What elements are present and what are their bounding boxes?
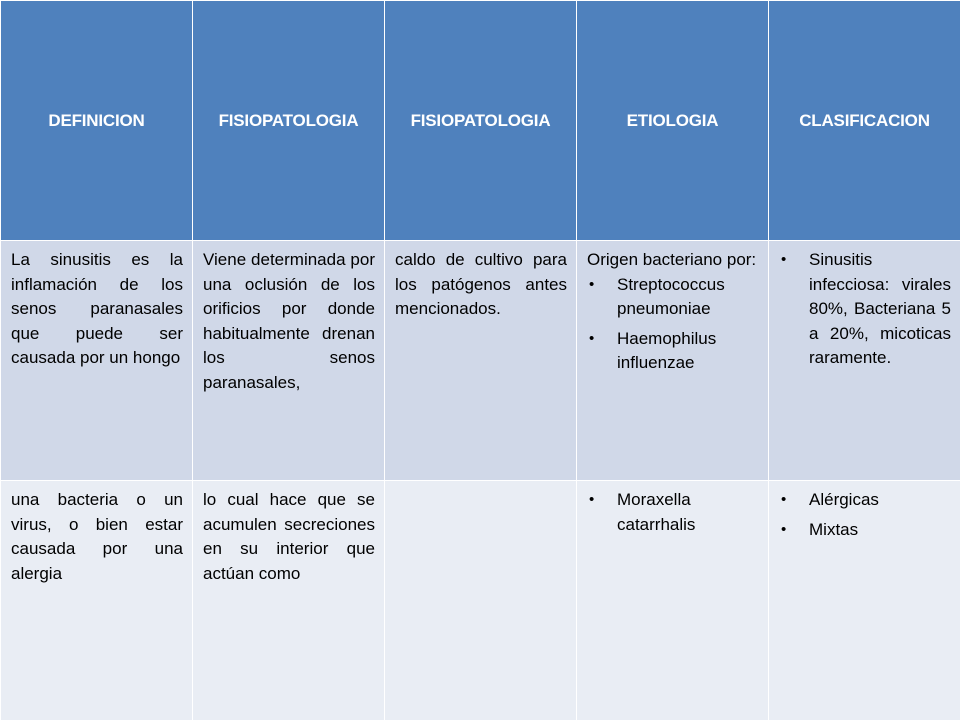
table-header-row [1,1,960,241]
cell-definicion [1,241,193,481]
etiologia-list [587,488,759,537]
header-definicion: DEFINICION [1,1,193,241]
clasificacion-list [779,248,951,371]
header-fisiopatologia-1: FISIOPATOLOGIA [193,1,385,241]
cell-etiologia [577,241,769,481]
cell-definicion [1,481,193,720]
bullet-icon: • [589,329,595,347]
bullet-icon: • [781,251,787,268]
cell-fisiopatologia-1 [193,481,385,720]
cell-etiologia [577,481,769,720]
list-item: • Moraxella catarrhalis [589,490,696,534]
cell-clasificacion [769,241,960,481]
etiologia-intro: Origen bacteriano por: [587,250,757,269]
etiologia-list [587,273,759,376]
list-item: • Alérgicas [779,488,951,513]
header-clasificacion: CLASIFICACION [769,1,960,241]
cell-fisiopatologia-1 [193,241,385,481]
fisiopatologia-1-text: Viene determinada por una oclusión de los orificios por donde habitualmente drenan los senos paranasales, [203,250,375,392]
bullet-icon: • [589,491,595,508]
bullet-icon: • [781,520,787,538]
table-row [1,241,960,481]
list-item: • Streptococcus pneumoniae [589,274,725,318]
fisiopatologia-1-text: lo cual hace que se acumulen secreciones en su interior que actúan como [203,490,375,583]
fisiopatologia-2-text: caldo de cultivo para los patógenos antes mencionados. [395,250,567,318]
cell-clasificacion [769,481,960,720]
list-item: • Mixtas [779,518,951,543]
header-fisiopatologia-2: FISIOPATOLOGIA [385,1,577,241]
header-etiologia: ETIOLOGIA [577,1,769,241]
bullet-icon: • [589,275,595,293]
bullet-icon: • [781,491,787,508]
definicion-text: una bacteria o un virus, o bien estar causada por una alergia [11,490,183,583]
cell-fisiopatologia-2 [385,241,577,481]
cell-fisiopatologia-2 [385,481,577,720]
list-item: • Sinusitis infecciosa: virales 80%, Bacteriana 5 a 20%, micoticas raramente. [781,250,951,367]
list-item: • Haemophilus influenzae [589,328,717,372]
table-row [1,481,960,720]
clasificacion-list [779,488,951,542]
definicion-text: La sinusitis es la inflamación de los senos paranasales que puede ser causada por un hongo [11,250,183,367]
